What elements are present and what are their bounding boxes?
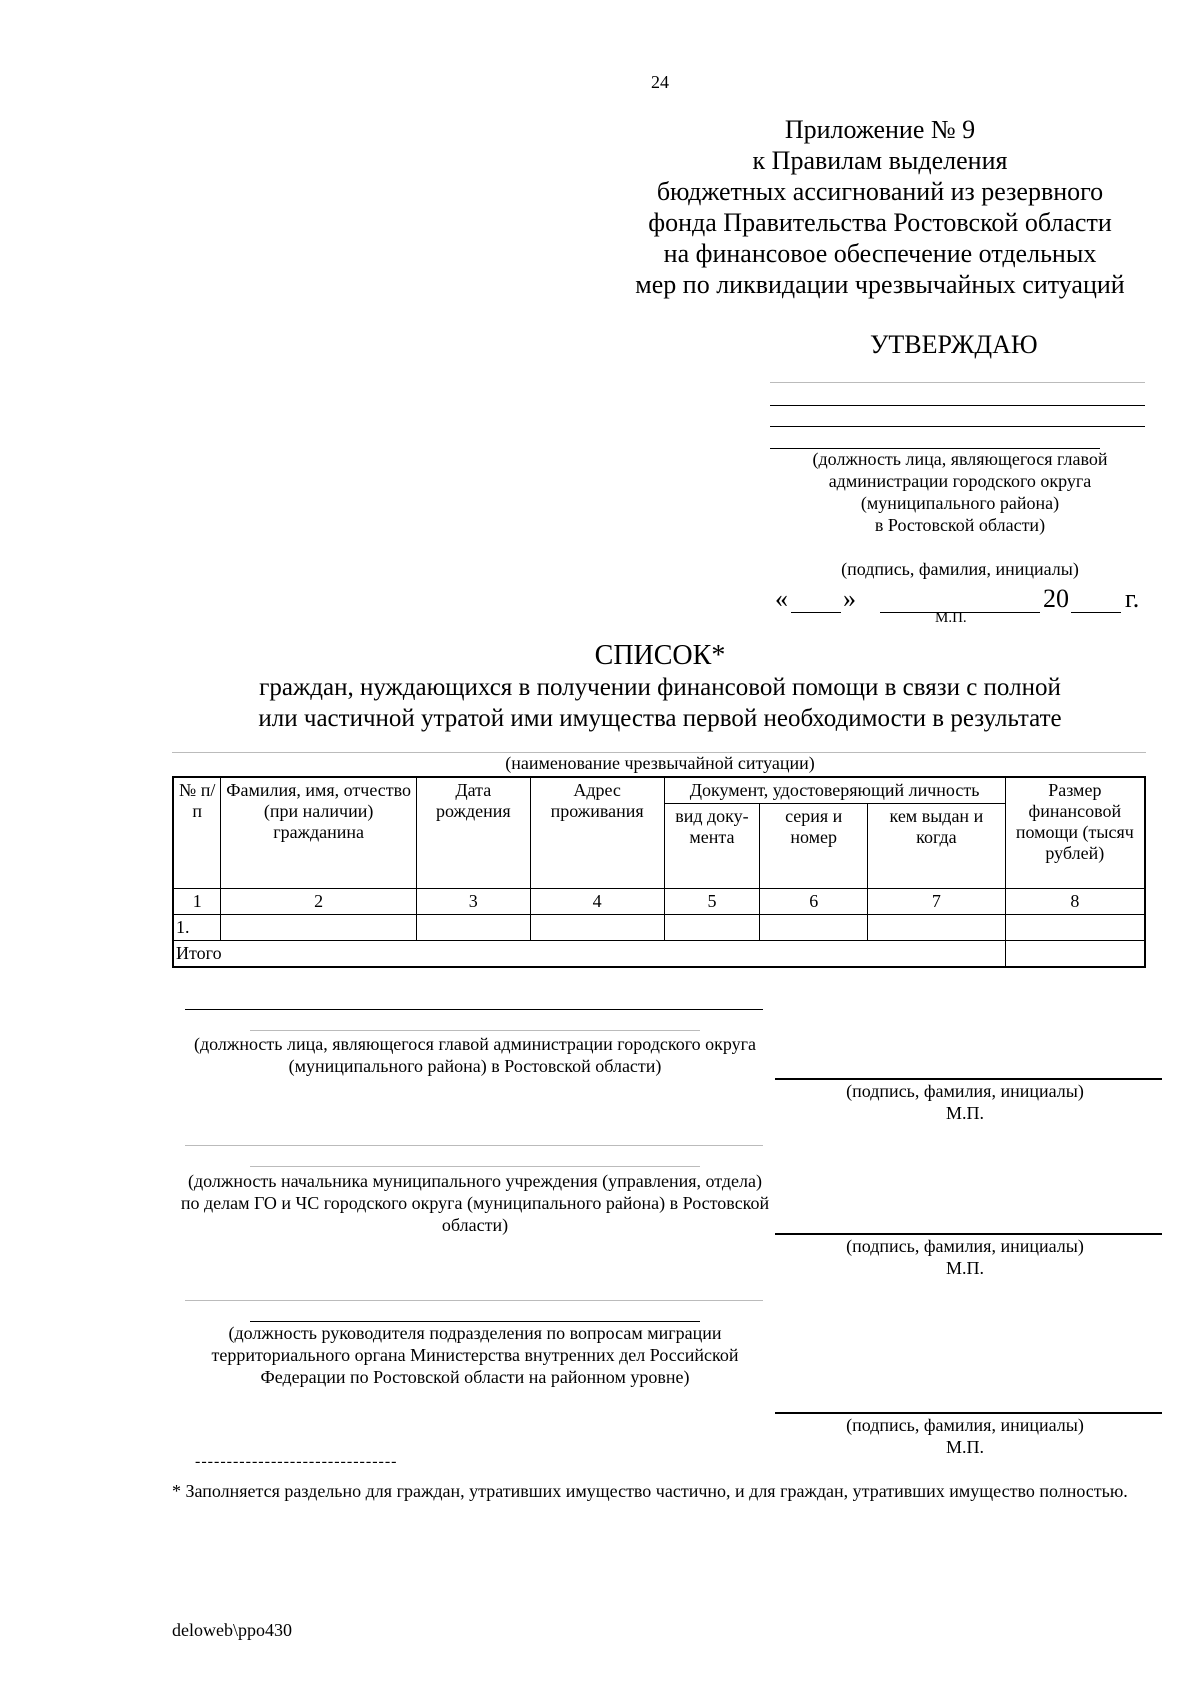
total-label: Итого xyxy=(173,941,1005,968)
signature-caption: (подпись, фамилия, инициалы) xyxy=(846,1236,1084,1256)
table-row xyxy=(173,915,1145,941)
header-amount: Размер финансовой помощи (тысяч рублей) xyxy=(1005,777,1145,889)
signature-stamp: М.П. xyxy=(945,1258,984,1278)
table-header-row xyxy=(173,777,1145,804)
column-numbers-row xyxy=(173,889,1145,915)
table-cell xyxy=(221,915,417,941)
footnote-separator: -------------------------------- xyxy=(195,1453,398,1470)
column-number: 6 xyxy=(760,889,868,915)
year-suffix: г. xyxy=(1125,584,1140,613)
approval-signature-caption: (подпись, фамилия, инициалы) xyxy=(841,559,1079,579)
signature-3-caption: (должность руководителя подразделения по вопросам миграции территориального органа Министерства внутренних дел Российской Федерации по Ростовской области на районном уровне) xyxy=(211,1323,739,1387)
document-subtitle xyxy=(160,672,1160,734)
date-quote-close: » xyxy=(843,584,856,613)
column-number: 1 xyxy=(173,889,221,915)
column-number: 8 xyxy=(1005,889,1145,915)
appendix-line: бюджетных ассигнований из резервного xyxy=(656,177,1104,206)
approval-stamp: М.П. xyxy=(935,610,967,626)
signature-1-caption: (должность лица, являющегося главой администрации городского округа (муниципального района) в Ростовской области) xyxy=(193,1034,757,1076)
day-line xyxy=(791,612,841,613)
caption-line: в Ростовской области) xyxy=(874,515,1046,535)
column-number: 2 xyxy=(221,889,417,915)
table-cell xyxy=(760,915,868,941)
approval-line xyxy=(770,426,1145,427)
row-number: 1. xyxy=(173,915,221,941)
column-number: 4 xyxy=(530,889,664,915)
header-address: Адрес проживания xyxy=(530,777,664,889)
appendix-line: мер по ликвидации чрезвычайных ситуаций xyxy=(635,270,1125,299)
signature-caption: (подпись, фамилия, инициалы) xyxy=(846,1081,1084,1101)
approval-line xyxy=(770,382,1145,383)
approval-date-row xyxy=(775,584,1165,618)
signature-1-right xyxy=(775,1080,1155,1124)
signature-position-line xyxy=(185,1145,763,1146)
header-num: № п/п xyxy=(173,777,221,889)
table-cell xyxy=(868,915,1006,941)
approval-position-caption xyxy=(780,448,1140,536)
signature-2-caption: (должность начальника муниципального учреждения (управления, отдела) по делам ГО и ЧС городского округа (муниципального района) в Ростовской области) xyxy=(180,1171,770,1235)
signature-position-line xyxy=(250,1030,700,1031)
total-row xyxy=(173,941,1145,968)
appendix-line: на финансовое обеспечение отдельных xyxy=(663,239,1097,268)
year-prefix: 20 xyxy=(1043,584,1069,613)
caption-line: (муниципального района) xyxy=(860,493,1060,513)
approval-heading: УТВЕРЖДАЮ xyxy=(870,330,1038,359)
header-doc-type: вид доку-мента xyxy=(664,804,760,889)
header-doc-series: серия и номер xyxy=(760,804,868,889)
appendix-line: к Правилам выделения xyxy=(752,146,1008,175)
signature-position-line xyxy=(185,1300,763,1301)
document-title: СПИСОК* xyxy=(594,640,726,671)
citizens-table xyxy=(172,776,1146,968)
column-number: 7 xyxy=(868,889,1006,915)
table-cell xyxy=(530,915,664,941)
appendix-line: фонда Правительства Ростовской области xyxy=(648,208,1112,237)
date-quote-open: « xyxy=(775,584,788,613)
signature-stamp: М.П. xyxy=(945,1103,984,1123)
page-number: 24 xyxy=(651,72,669,92)
subtitle-line: граждан, нуждающихся в получении финансовой помощи в связи с полной xyxy=(259,674,1061,701)
year-line xyxy=(1071,612,1121,613)
table-cell xyxy=(1005,915,1145,941)
header-doc-issued: кем выдан и когда xyxy=(868,804,1006,889)
header-document: Документ, удостоверяющий личность xyxy=(664,777,1005,804)
subtitle-line: или частичной утратой ими имущества первой необходимости в результате xyxy=(258,705,1062,732)
signature-position-line xyxy=(185,1009,763,1010)
signature-3-right xyxy=(775,1414,1155,1458)
appendix-line: Приложение № 9 xyxy=(784,115,976,144)
caption-line: администрации городского округа xyxy=(828,471,1092,491)
signature-stamp: М.П. xyxy=(945,1437,984,1457)
table-cell xyxy=(664,915,760,941)
column-number: 3 xyxy=(416,889,530,915)
signature-position-line xyxy=(250,1166,700,1167)
header-name: Фамилия, имя, отчество (при наличии) гражданина xyxy=(221,777,417,889)
footnote-text: * Заполняется раздельно для граждан, утративших имущество частично, и для граждан, утративших имущество полностью. xyxy=(172,1481,1128,1501)
table-cell xyxy=(416,915,530,941)
emergency-caption: (наименование чрезвычайной ситуации) xyxy=(505,753,815,773)
signature-2-right xyxy=(775,1235,1155,1279)
signature-caption: (подпись, фамилия, инициалы) xyxy=(846,1415,1084,1435)
file-code: deloweb\ppo430 xyxy=(172,1620,292,1640)
caption-line: (должность лица, являющегося главой xyxy=(812,449,1108,469)
total-value xyxy=(1005,941,1145,968)
header-birth: Дата рождения xyxy=(416,777,530,889)
appendix-header xyxy=(600,114,1160,300)
column-number: 5 xyxy=(664,889,760,915)
approval-line xyxy=(770,405,1145,406)
